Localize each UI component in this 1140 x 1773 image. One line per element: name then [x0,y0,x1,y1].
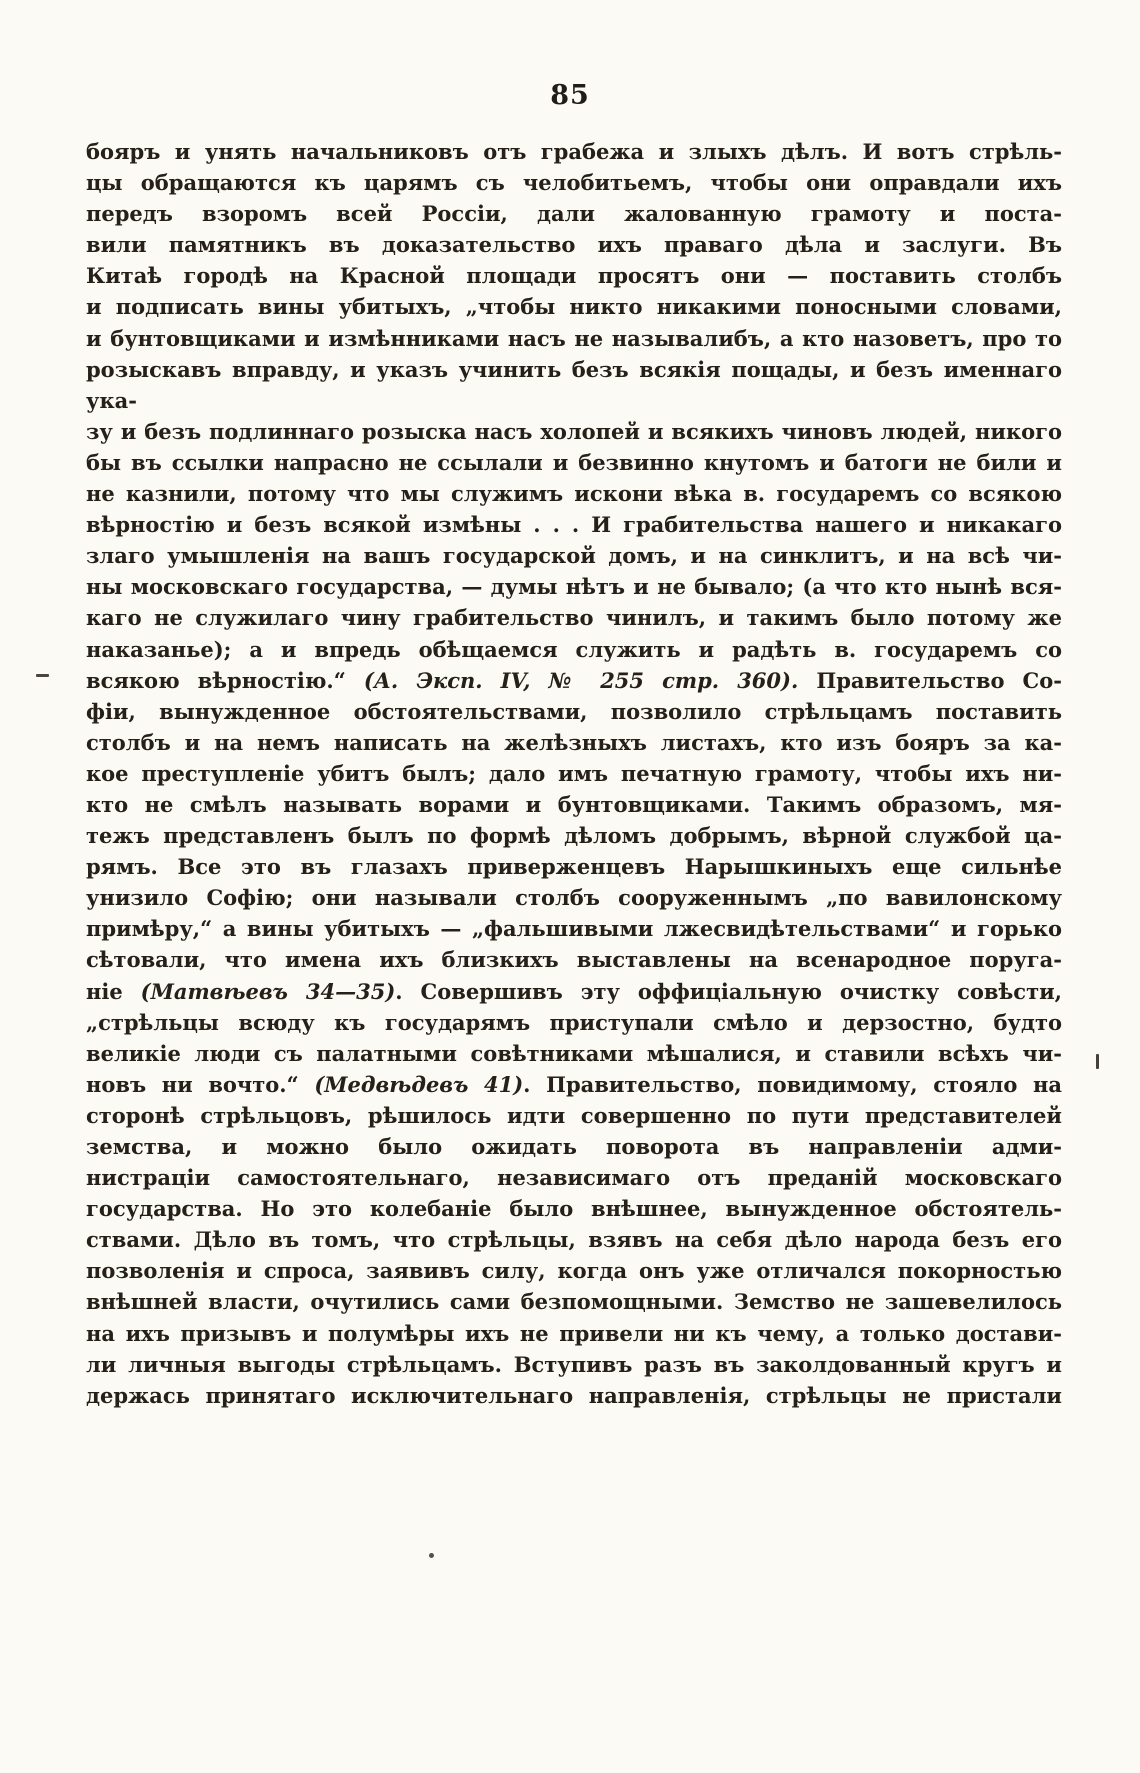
text-line: зу и безъ подлиннаго розыска насъ холопей и всякихъ чиновъ людей, никого [86,418,1062,444]
text-line: рямъ. Все это въ глазахъ приверженцевъ Нарышкиныхъ еще сильнѣе [86,854,1062,880]
text-line: сторонѣ стрѣльцовъ, рѣшилось идти совершенно по пути представителей [86,1102,1062,1128]
text-line: вили памятникъ въ доказательство ихъ праваго дѣла и заслуги. Въ [86,232,1062,258]
text-line: и подписать вины убитыхъ, „чтобы никто никакими поносными словами, [86,294,1062,320]
page-number: 85 [550,80,590,111]
text-line: столбъ и на немъ написать на желѣзныхъ листахъ, кто изъ бояръ за ка- [86,729,1062,755]
text-line: фіи, вынужденное обстоятельствами, позволило стрѣльцамъ поставить [86,698,1062,724]
text-line: передъ взоромъ всей Россіи, дали жалованную грамоту и поста- [86,201,1062,227]
text-line: сѣтовали, что имена ихъ близкихъ выставлены на всенародное поруга- [86,947,1062,973]
text-line: тежъ представленъ былъ по формѣ дѣломъ добрымъ, вѣрной службой ца- [86,823,1062,849]
text-line: не казнили, потому что мы служимъ искони вѣка в. государемъ со всякою [86,481,1062,507]
text-line: „стрѣльцы всюду къ государямъ приступали смѣло и дерзостно, будто [86,1009,1062,1035]
scan-artifact-tick [1096,1054,1099,1069]
text-line: каго не служилаго чину грабительство чинилъ, и такимъ было потому же [86,605,1062,631]
text-line: ствами. Дѣло въ томъ, что стрѣльцы, взявъ на себя дѣло народа безъ его [86,1227,1062,1253]
text-line: великіе люди съ палатными совѣтниками мѣшалися, и ставили всѣхъ чи- [86,1040,1062,1066]
text-line: земства, и можно было ожидать поворота въ направленіи адми- [86,1134,1062,1159]
text-line: бы въ ссылки напрасно не ссылали и безвинно кнутомъ и батоги не били и [86,449,1062,475]
text-line: внѣшней власти, очутились сами безпомощными. Земство не зашевелилось [86,1289,1062,1315]
text-line: позволенія и спроса, заявивъ силу, когда онъ уже отличался покорностью [86,1258,1062,1284]
scan-artifact-dot [429,1553,434,1558]
text-line: наказанье); а и впредь обѣщаемся служить и радѣть в. государемъ со [86,636,1062,662]
page-text [86,136,1062,1411]
text-line: унизило Софію; они называли столбъ сооруженнымъ „по вавилонскому [86,885,1062,911]
text-line: бояръ и унять начальниковъ отъ грабежа и злыхъ дѣлъ. И вотъ стрѣль- [86,139,1062,164]
text-line: нистраціи самостоятельнаго, независимаго отъ преданій московскаго [86,1165,1062,1191]
text-line: цы обращаются къ царямъ съ челобитьемъ, чтобы они оправдали ихъ [86,170,1062,196]
text-line: новъ ни вочто.“ (Медвѣдевъ 41). Правительство, повидимому, стояло на [86,1071,1062,1097]
text-line: розыскавъ вправду, и указъ учинить безъ всякія пощады, и безъ именнаго ука- [86,356,1062,413]
scan-artifact-dash [36,674,49,677]
text-line: примѣру,“ а вины убитыхъ — „фальшивыми лжесвидѣтельствами“ и горько [86,916,1062,942]
text-line: держась принятаго исключительнаго направленія, стрѣльцы не пристали [86,1382,1062,1408]
text-line: ніе (Матвѣевъ 34—35). Совершивъ эту оффиціальную очистку совѣсти, [86,978,1062,1004]
text-line: всякою вѣрностію.“ (А. Эксп. IV, № 255 стр. 360). Правительство Со- [86,667,1062,693]
text-line: Китаѣ городѣ на Красной площади просятъ они — поставить столбъ [86,263,1062,289]
text-line: и бунтовщиками и измѣнниками насъ не называлибъ, а кто назоветъ, про то [86,325,1062,351]
text-line: ны московскаго государства, — думы нѣтъ и не бывало; (а что кто нынѣ вся- [86,574,1062,600]
text-line: злаго умышленія на вашъ государской домъ, и на синклитъ, и на всѣ чи- [86,543,1062,569]
text-line: кто не смѣлъ называть ворами и бунтовщиками. Такимъ образомъ, мя- [86,791,1062,817]
text-line: кое преступленіе убитъ былъ; дало имъ печатную грамоту, чтобы ихъ ни- [86,760,1062,786]
text-line: вѣрностію и безъ всякой измѣны . . . И грабительства нашего и никакаго [86,512,1062,538]
text-line: государства. Но это колебаніе было внѣшнее, вынужденное обстоятель- [86,1196,1062,1222]
text-line: на ихъ призывъ и полумѣры ихъ не привели ни къ чему, а только достави- [86,1320,1062,1346]
text-line: ли личныя выгоды стрѣльцамъ. Вступивъ разъ въ заколдованный кругъ и [86,1351,1062,1377]
